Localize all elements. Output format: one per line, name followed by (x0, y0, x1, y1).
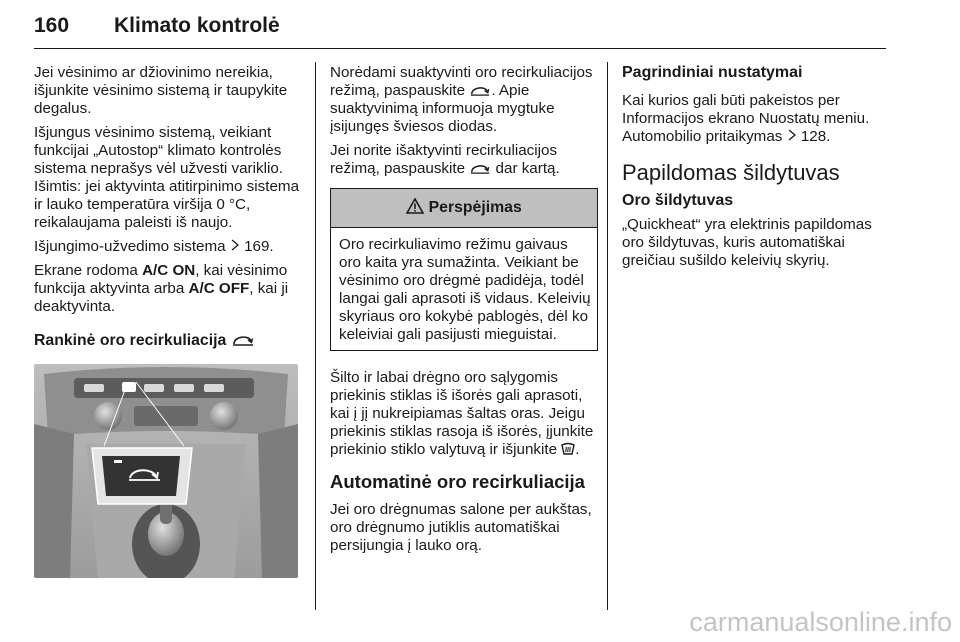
column-middle (330, 64, 598, 561)
page-reference-link[interactable]: 128. (800, 128, 831, 145)
windshield-defrost-icon (561, 442, 575, 456)
warning-box (330, 188, 598, 351)
paragraph: Jei oro drėgnumas salone per aukštas, oro drėgnumo jutiklis automatiškai persijungia į lauko orą. (330, 501, 592, 554)
column-left (34, 64, 302, 578)
heading-automatic-recirculation: Automatinė oro recirkuliacija (330, 471, 585, 492)
page-reference-link[interactable]: 169. (244, 238, 274, 255)
ac-on-label: A/C ON (142, 262, 196, 279)
chapter-title: Klimato kontrolė (114, 14, 280, 37)
recirculation-icon (231, 333, 255, 347)
warning-text: Oro recirkuliavimo režimu gaivaus oro kaita yra sumažinta. Veikiant be vėsinimo oro drėgmė padidėja, todėl langai gali aprasoti iš vidaus. Keleivių skyriaus oro kokybė pablogės, dėl ko keleiviai gali pasijusti mieguistai. (339, 236, 591, 343)
paragraph: Kai kurios gali būti pakeistos per Informacijos ekrano Nuostatų meniu. Automobilio pritaikymas 128. (622, 92, 870, 145)
watermark: carmanualsonline.info (689, 607, 952, 637)
warning-triangle-icon (406, 198, 424, 214)
column-divider (607, 62, 608, 610)
console-illustration (34, 364, 298, 578)
ac-off-label: A/C OFF (188, 280, 250, 297)
reference-arrow-icon (230, 239, 240, 251)
recirculation-icon (469, 84, 491, 97)
paragraph: Išjungus vėsinimo sistemą, veikiant funkcijai „Autostop“ klimato kontrolės sistema neprašys vėl užvesti variklio. Išimtis: jei aktyvinta atitirpinimo sistema ir lauko temperatūra viršija 0 °C, reikalaujama paleisti iš naujo. (34, 124, 300, 231)
heading-auxiliary-heater: Papildomas šildytuvas (622, 160, 840, 185)
recirculation-icon (469, 162, 491, 175)
paragraph: Šilto ir labai drėgno oro sąlygomis priekinis stiklas iš išorės gali aprasoti, kai į jį nukreipiamas šaltas oras. Jeigu priekinis stiklas rasoja iš išorės, įjunkite priekinio stiklo valytuvą ir išjunkite . (330, 369, 594, 458)
column-right (622, 64, 888, 276)
paragraph: Išjungimo-užvedimo sistema 169. (34, 238, 274, 255)
page-header (34, 8, 886, 49)
paragraph: Ekrane rodoma A/C ON, kai vėsinimo funkcija aktyvinta arba A/C OFF, kai ji deaktyvinta. (34, 262, 289, 315)
paragraph: Jei vėsinimo ar džiovinimo nereikia, išjunkite vėsinimo sistemą ir taupykite degalus. (34, 64, 288, 117)
reference-arrow-icon (787, 129, 797, 141)
warning-header (331, 189, 597, 228)
warning-title: Perspėjimas (428, 199, 522, 216)
heading-air-heater: Oro šildytuvas (622, 192, 734, 209)
paragraph: Norėdami suaktyvinti oro recirkuliacijos režimą, paspauskite . Apie suaktyvinimą informuoja mygtuke įsijungęs šviesos diodas. (330, 64, 593, 135)
paragraph: Jei norite išaktyvinti recirkuliacijos režimą, paspauskite dar kartą. (330, 142, 560, 177)
paragraph: „Quickheat“ yra elektrinis papildomas oro šildytuvas, kuris automatiškai greičiau sušildo keleivių skyrių. (622, 216, 872, 269)
column-divider (315, 62, 316, 610)
heading-basic-settings: Pagrindiniai nustatymai (622, 64, 803, 81)
subheading-manual-recirculation: Rankinė oro recirkuliacija (34, 332, 302, 350)
page-number: 160 (34, 14, 70, 37)
